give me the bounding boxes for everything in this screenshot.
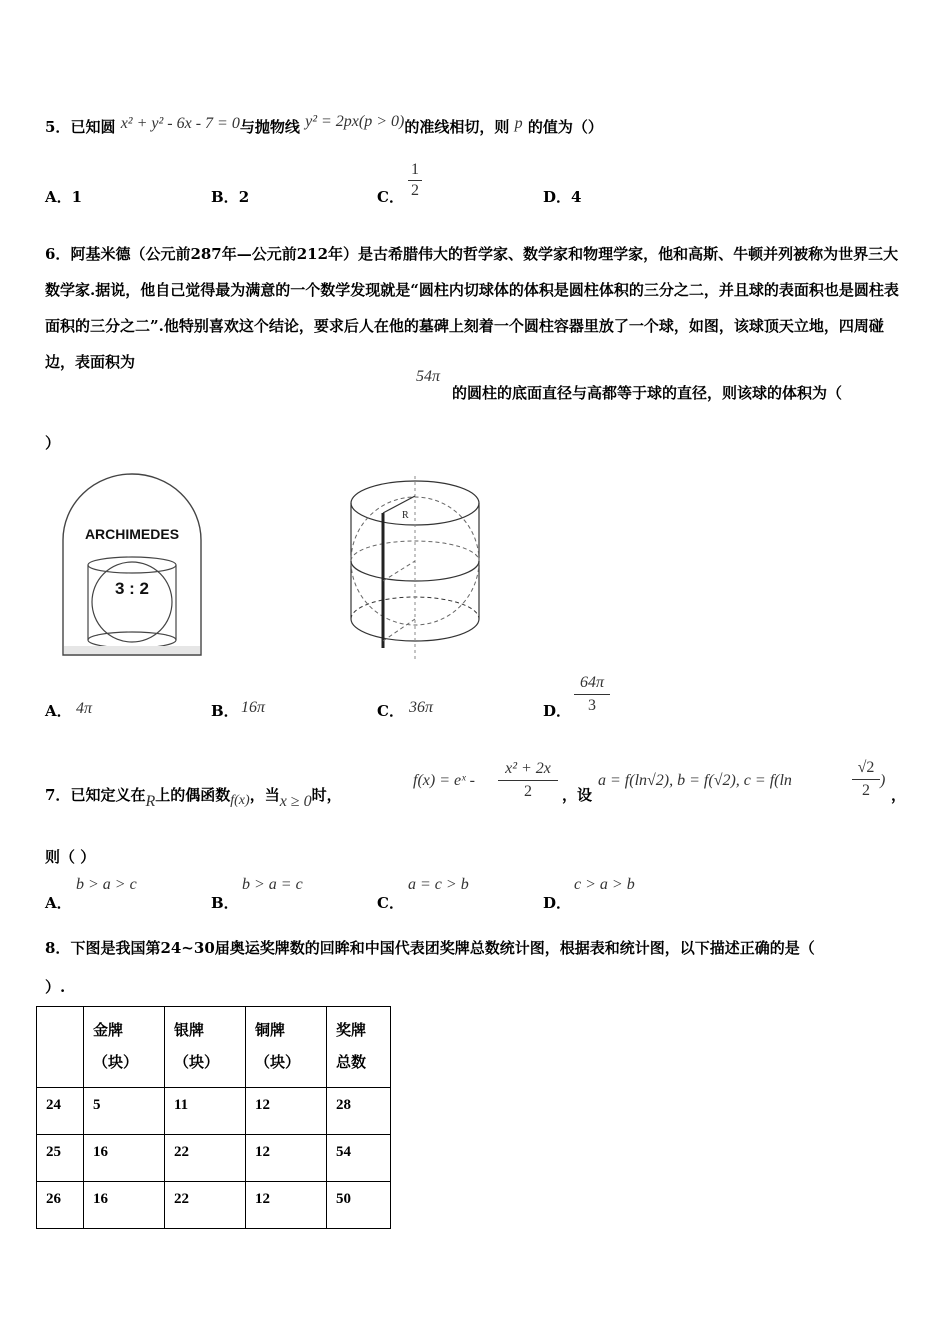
q7-option-a-label[interactable]: A． <box>45 894 72 912</box>
q5-option-a[interactable] <box>45 186 82 207</box>
table-row <box>37 1088 391 1135</box>
table-cell: 22 <box>165 1135 246 1182</box>
table-cell: 22 <box>165 1182 246 1229</box>
q8-text: 下图是我国第24~30届奥运奖牌数的回眸和中国代表团奖牌总数统计图，根据表和统计图，以下描述正确的是（ <box>70 939 815 957</box>
table-cell: 16 <box>84 1182 165 1229</box>
fraction-numerator: x² + 2x <box>498 758 558 781</box>
q6-text-1: 阿基米德（公元前287年—公元前212年）是古希腊伟大的哲学家、数学家和物理学家，他和高斯、牛顿并列被称为世界三大数学家.据说，他自己觉得最为满意的一个数学发现就是“圆柱内切球体的体积是圆柱体积的三分之二，并且球的表面积也是圆柱表面积的三分之二”.他特别喜欢这个结论，要求后人在他的墓碑上刻着一个圆柱容器里放了一个球，如图，该球顶天立地，四周碰边，表面积为 <box>45 245 899 371</box>
q7-text-5: ，设 <box>562 786 593 804</box>
q7-option-b-label[interactable]: B． <box>211 894 239 912</box>
table-cell: 28 <box>327 1088 391 1135</box>
q7-option-d-label[interactable]: D． <box>543 894 572 912</box>
table-cell: 5 <box>84 1088 165 1135</box>
header-cell <box>37 1007 84 1088</box>
fraction-denominator: 2 <box>524 783 532 800</box>
q5-number: 5． <box>45 118 71 136</box>
q6-option-d-fraction <box>574 672 610 717</box>
q5-option-c-label[interactable]: C． <box>377 188 404 206</box>
q7-text-6: ， <box>891 786 907 804</box>
q7-f-def-left: f(x) = eˣ - <box>413 772 475 789</box>
table-cell: 16 <box>84 1135 165 1182</box>
fraction-denominator: 2 <box>411 182 419 199</box>
q6-close-paren: ） <box>45 434 61 452</box>
cylinder-sphere-figure <box>345 476 485 660</box>
table-row <box>37 1135 391 1182</box>
q7-stem-start <box>45 784 342 810</box>
q7-text-1: 已知定义在 <box>70 786 146 804</box>
table-cell: 11 <box>165 1088 246 1135</box>
radius-label: R <box>402 510 409 521</box>
fraction-numerator: 1 <box>408 160 422 181</box>
option-label: D． <box>543 188 572 206</box>
q7-condition: x ≥ 0 <box>279 793 312 810</box>
q7-fx: f(x) <box>230 793 250 808</box>
q6-option-c-label[interactable]: C． <box>377 702 404 720</box>
q7-option-a-value: b > a > c <box>76 876 137 893</box>
header-cell-total: 奖牌 总数 <box>327 1007 391 1088</box>
q7-option-c-value: a = c > b <box>408 876 469 893</box>
table-cell: 25 <box>37 1135 84 1182</box>
q5-text-mid: 与抛物线 <box>239 118 300 136</box>
q7-text-3: ，当 <box>249 786 280 804</box>
q7-then: 则（ ） <box>45 848 96 866</box>
q5-text-pre: 已知圆 <box>70 118 116 136</box>
table-cell: 12 <box>246 1088 327 1135</box>
header-cell-silver: 银牌 （块） <box>165 1007 246 1088</box>
option-label: B． <box>211 188 239 206</box>
header-cell-gold: 金牌 （块） <box>84 1007 165 1088</box>
q7-option-d-value: c > a > b <box>574 876 635 893</box>
q6-option-d-label[interactable]: D． <box>543 702 572 720</box>
table-cell: 24 <box>37 1088 84 1135</box>
fraction-numerator: 64π <box>574 672 610 695</box>
q6-option-c-value: 36π <box>409 699 434 716</box>
q5-circle-equation: x² + y² - 6x - 7 = 0 <box>120 115 240 132</box>
table-header-row <box>37 1007 391 1088</box>
q7-abc-definitions: a = f(ln√2), b = f(√2), c = f(ln <box>598 772 792 789</box>
table-cell: 26 <box>37 1182 84 1229</box>
q5-text-post: 的准线相切，则 <box>404 118 510 136</box>
q7-number: 7． <box>45 786 71 804</box>
q5-var-p: p <box>514 115 523 132</box>
table-cell: 54 <box>327 1135 391 1182</box>
q8-stem <box>45 930 907 966</box>
table-cell: 50 <box>327 1182 391 1229</box>
option-value: 1 <box>71 188 83 206</box>
q6-number: 6． <box>45 245 71 263</box>
medal-table <box>36 1006 391 1229</box>
tomb-ratio: 3 : 2 <box>114 579 150 598</box>
table-row <box>37 1182 391 1229</box>
q7-abc-end: ) <box>880 772 886 789</box>
q5-option-b[interactable] <box>211 186 249 207</box>
q5-option-c-fraction <box>408 160 422 201</box>
q7-text-2: 上的偶函数 <box>155 786 231 804</box>
table-cell: 12 <box>246 1135 327 1182</box>
q6-text-2: 的圆柱的底面直径与高都等于球的直径，则该球的体积为（ <box>452 384 843 402</box>
q6-stem <box>45 236 907 380</box>
q5-parabola-equation: y² = 2px(p > 0) <box>305 113 405 130</box>
q6-option-b-value: 16π <box>241 699 266 716</box>
fraction-denominator: 3 <box>588 697 596 714</box>
tomb-label: ARCHIMEDES <box>84 526 180 542</box>
q7-abc-fraction <box>852 757 880 802</box>
header-cell-bronze: 铜牌 （块） <box>246 1007 327 1088</box>
option-value: 2 <box>238 188 250 206</box>
fraction-denominator: 2 <box>862 782 870 799</box>
option-label: A． <box>45 188 72 206</box>
q6-option-a-value: 4π <box>76 700 93 717</box>
q6-surface-area: 54π <box>416 368 441 385</box>
q5-stem <box>45 113 603 137</box>
q7-option-b-value: b > a = c <box>242 876 303 893</box>
q7-option-c-label[interactable]: C． <box>377 894 404 912</box>
q7-f-def-fraction <box>498 758 558 803</box>
q5-option-d[interactable] <box>543 186 581 207</box>
q8-number: 8． <box>45 939 71 957</box>
q7-text-4: 时， <box>311 786 342 804</box>
q7-set-R: R <box>145 793 156 810</box>
q8-close: ）. <box>45 978 66 996</box>
q6-option-a-label[interactable]: A． <box>45 702 72 720</box>
fraction-numerator: √2 <box>852 757 880 780</box>
archimedes-tomb-figure <box>60 472 205 658</box>
table-cell: 12 <box>246 1182 327 1229</box>
q5-text-end: 的值为（） <box>527 118 603 136</box>
option-value: 4 <box>571 188 582 206</box>
q6-option-b-label[interactable]: B． <box>211 702 239 720</box>
